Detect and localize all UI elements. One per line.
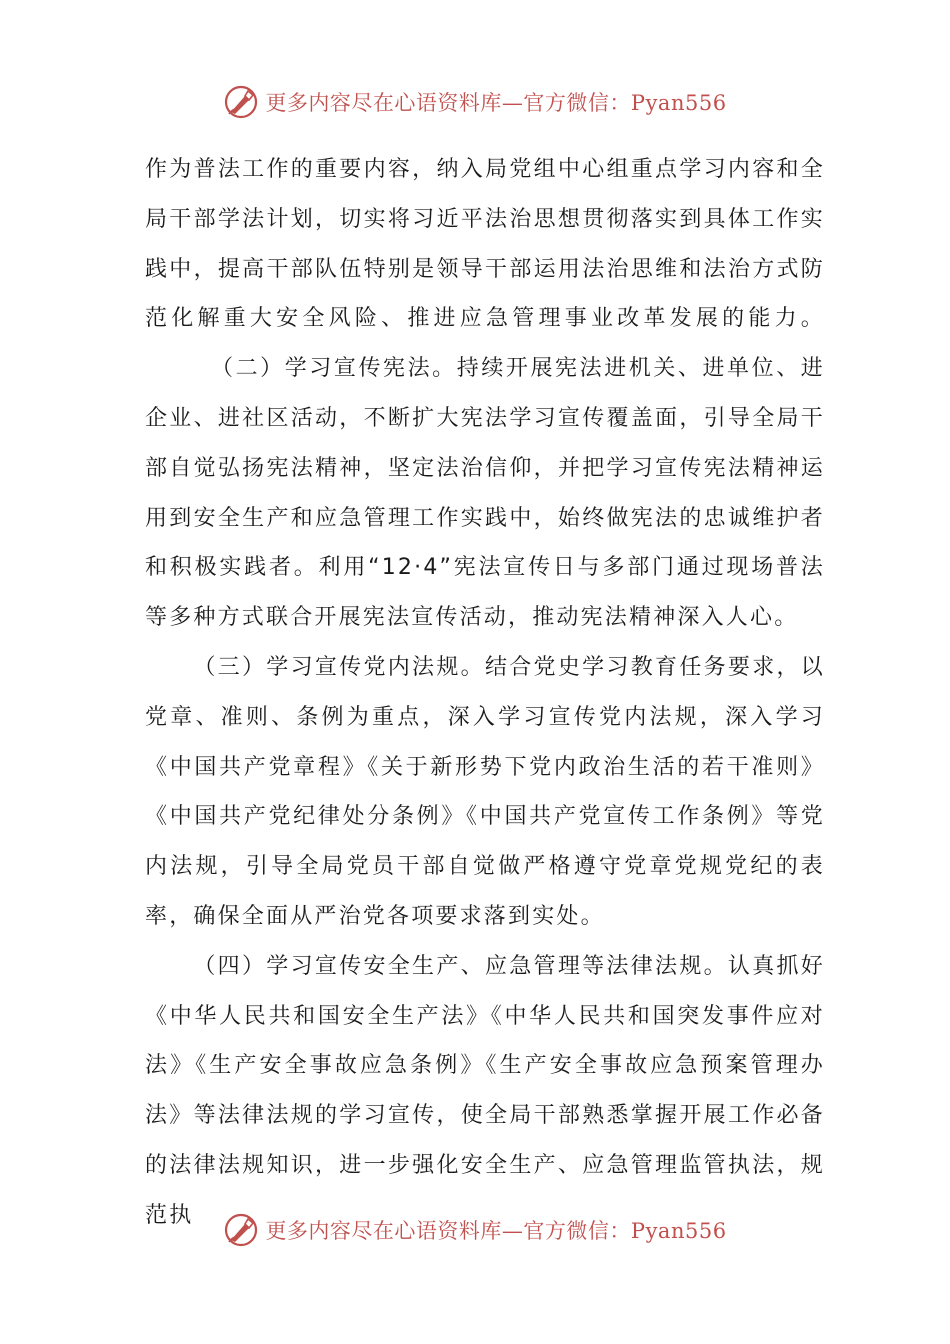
paragraph-1-tail: 持续开展宪法进机关、进单位、进企业、进社区活动，不断扩大宪法学习宣传覆盖面，引导全局干部自觉弘扬宪法精神，坚定法治信仰，并把学习宣传宪法精神运用到安全生产和应急管理工作实践中，始终做宪法的忠诚维护者和积极实践者。利用“12·4”宪法宣传日与多部门通过现场普法等多种方式联合开展宪法宣传活动，推动宪法精神深入人心。 — [145, 356, 825, 631]
footer-banner-text: 更多内容尽在心语资料库—官方微信：Pyan556 — [265, 1219, 727, 1243]
body-paragraph-3: （四）学习宣传安全生产、应急管理等法律法规。认真抓好《中华人民共和国安全生产法》《中华人民共和国突发事件应对法》《生产安全事故应急条例》《生产安全事故应急预案管理办法》等法律法规的学习宣传，使全局干部熟悉掌握开展工作必备的法律法规知识，进一步强化安全生产、应急管理监管执法，规范执 — [145, 953, 825, 1228]
footer-banner — [0, 1210, 950, 1250]
paragraph-1-text: 作为普法工作的重要内容，纳入局党组中心组重点学习内容和全局干部学法计划，切实将习近平法治思想贯彻落实到具体工作实践中，提高干部队伍特别是领导干部运用法治思维和法治方式防范化解重大安全风险、推进应急管理事业改革发展的能力。 — [145, 157, 825, 332]
header-banner — [0, 82, 950, 122]
section-heading-two: （二）学习宣传宪法。 — [211, 356, 457, 382]
body-paragraph-1 — [145, 145, 825, 643]
pen-nib-circle-icon — [223, 84, 259, 120]
body-paragraph-2: （三）学习宣传党内法规。结合党史学习教育任务要求，以党章、准则、条例为重点，深入学习宣传党内法规，深入学习《中国共产党章程》《关于新形势下党内政治生活的若干准则》《中国共产党纪律处分条例》《中国共产党宣传工作条例》等党内法规，引导全局党员干部自觉做严格遵守党章党规党纪的表率，确保全面从严治党各项要求落到实处。 — [145, 654, 825, 929]
document-body — [145, 145, 825, 1241]
header-banner-text: 更多内容尽在心语资料库—官方微信：Pyan556 — [265, 91, 727, 115]
pen-nib-circle-icon — [223, 1212, 259, 1248]
